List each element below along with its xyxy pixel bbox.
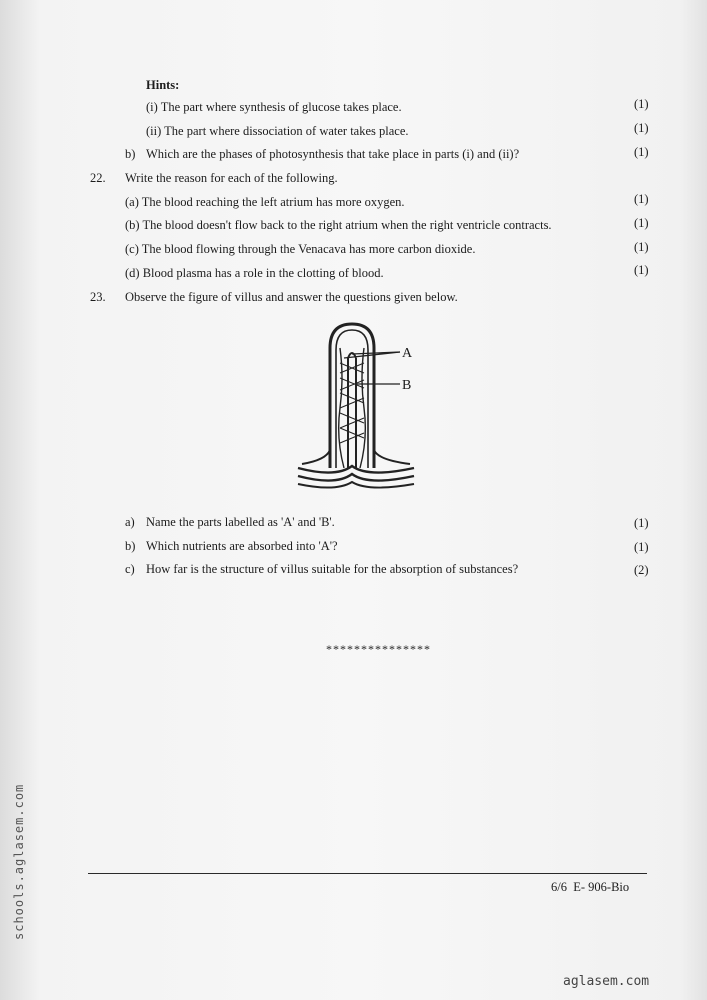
q23-item-b-label: b) [125,539,136,553]
q22-item-a: (a) The blood reaching the left atrium has more oxygen. [125,195,405,209]
footer-rule [88,873,647,874]
q22-item-b: (b) The blood doesn't flow back to the right atrium when the right ventricle contracts. [125,218,552,232]
q22-text: Write the reason for each of the following. [125,171,338,185]
q22-item-c: (c) The blood flowing through the Venacava has more carbon dioxide. [125,242,476,256]
q22-item-a-mark: (1) [634,192,649,206]
q21-b-mark: (1) [634,145,649,159]
hint-i-mark: (1) [634,97,649,111]
q23-item-b-mark: (1) [634,540,649,554]
paper-code: E- 906-Bio [573,880,630,894]
q23-item-b-text: Which nutrients are absorbed into 'A'? [146,539,338,553]
side-watermark: schools.aglasem.com [12,783,26,940]
q22-number: 22. [90,171,106,185]
q22-item-d-mark: (1) [634,263,649,277]
q22-item-d: (d) Blood plasma has a role in the clotting of blood. [125,266,384,280]
q22-item-b-mark: (1) [634,216,649,230]
hint-ii-mark: (1) [634,121,649,135]
q23-number: 23. [90,290,106,304]
hints-label: Hints: [146,78,180,92]
q22-item-c-mark: (1) [634,240,649,254]
q23-item-c-label: c) [125,562,135,576]
q23-item-a-label: a) [125,515,135,529]
page-number: 6/6 [551,880,567,894]
figure-label-a: A [402,346,413,361]
page-footer [551,880,629,895]
hint-ii-text: (ii) The part where dissociation of water takes place. [146,124,409,138]
q21-b-text: Which are the phases of photosynthesis that take place in parts (i) and (ii)? [146,147,520,161]
q23-item-c-text: How far is the structure of villus suitable for the absorption of substances? [146,562,519,576]
q21-b-label: b) [125,147,136,161]
q23-text: Observe the figure of villus and answer the questions given below. [125,290,458,304]
villus-figure [296,318,416,493]
q23-item-a-mark: (1) [634,516,649,530]
hint-i-text: (i) The part where synthesis of glucose takes place. [146,100,402,114]
q23-item-a-text: Name the parts labelled as 'A' and 'B'. [146,515,335,529]
bottom-watermark: aglasem.com [563,974,650,989]
q23-item-c-mark: (2) [634,563,649,577]
end-separator: *************** [326,642,431,656]
figure-label-b: B [402,378,412,393]
